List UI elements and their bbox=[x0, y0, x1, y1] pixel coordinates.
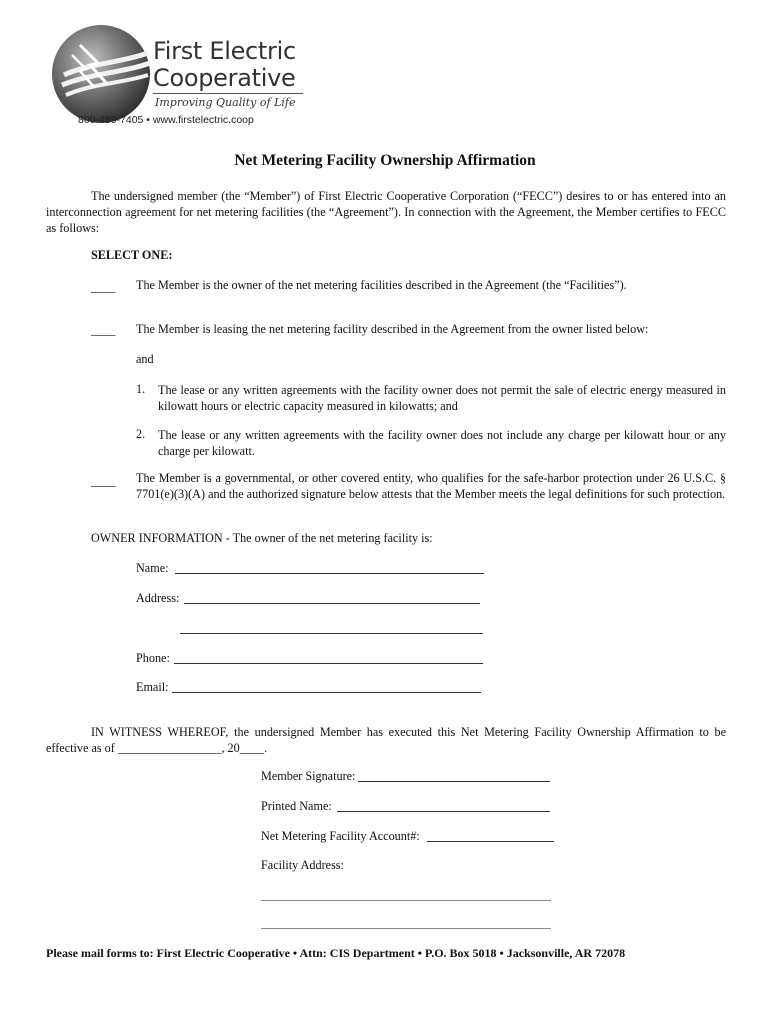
owner-phone-label: Phone: bbox=[136, 651, 170, 665]
comma-20: , 20 bbox=[221, 741, 240, 755]
owner-email-field[interactable] bbox=[172, 692, 481, 693]
option-governmental-text: The Member is a governmental, or other covered entity, who qualifies for the safe-harbor protection under 26 U.S.C. § 7701(e)(3)(A) and the authorized signature below attests that the Member meets the legal definitions for such protection. bbox=[136, 471, 726, 501]
owner-address-field-line2[interactable] bbox=[180, 633, 483, 634]
period: . bbox=[264, 741, 268, 755]
owner-address-label: Address: bbox=[136, 591, 180, 605]
facility-address-field-line2[interactable] bbox=[261, 928, 551, 929]
owner-name-field[interactable] bbox=[175, 573, 484, 574]
owner-name-label: Name: bbox=[136, 561, 169, 575]
facility-address-label: Facility Address: bbox=[261, 858, 344, 872]
owner-address-field[interactable] bbox=[184, 603, 480, 604]
logo-emblem-icon bbox=[50, 23, 152, 125]
owner-info-heading: OWNER INFORMATION - The owner of the net metering facility is: bbox=[91, 531, 433, 545]
owner-phone-field[interactable] bbox=[174, 663, 483, 664]
item1-number: 1. bbox=[136, 382, 146, 396]
member-signature-field[interactable] bbox=[358, 781, 550, 782]
option-leasing-blank[interactable]: ____ bbox=[91, 323, 116, 337]
tagline: Improving Quality of Life bbox=[155, 96, 296, 109]
option-governmental-blank[interactable]: ____ bbox=[91, 474, 116, 488]
item1-text: The lease or any written agreements with the facility owner does not permit the sale of electric energy measured in kilowatt hours or electric capacity measured in kilowatts; and bbox=[158, 383, 726, 413]
and-text: and bbox=[136, 352, 154, 366]
owner-email-label: Email: bbox=[136, 680, 169, 694]
year-field[interactable]: ____ bbox=[239, 741, 265, 755]
company-logo bbox=[50, 23, 152, 125]
account-field[interactable] bbox=[427, 841, 554, 842]
org-name-line1: First Electric bbox=[153, 37, 296, 65]
printed-name-field[interactable] bbox=[337, 811, 550, 812]
select-one-heading: SELECT ONE: bbox=[91, 248, 173, 262]
option-leasing-text: The Member is leasing the net metering facility described in the Agreement from the owner listed below: bbox=[136, 322, 649, 336]
witness-text: IN WITNESS WHEREOF, the undersigned Member has executed this Net Metering Facility Ownership Affirmation to be effective as of bbox=[46, 725, 726, 755]
option-owner-blank[interactable]: ____ bbox=[91, 280, 116, 294]
option-owner-text: The Member is the owner of the net metering facilities described in the Agreement (the “Facilities”). bbox=[136, 278, 627, 292]
witness-paragraph bbox=[46, 724, 726, 756]
member-signature-label: Member Signature: bbox=[261, 769, 356, 783]
logo-divider bbox=[153, 93, 303, 94]
page-title: Net Metering Facility Ownership Affirmation bbox=[234, 152, 536, 169]
item2-number: 2. bbox=[136, 427, 146, 441]
facility-address-field-line1[interactable] bbox=[261, 900, 551, 901]
effective-date-field[interactable]: _________________ bbox=[117, 741, 222, 755]
account-label: Net Metering Facility Account#: bbox=[261, 829, 420, 843]
mailing-instructions: Please mail forms to: First Electric Cooperative • Attn: CIS Department • P.O. Box 5018 • Jacksonville, AR 72078 bbox=[46, 946, 626, 960]
contact-info: 800-489-7405 • www.firstelectric.coop bbox=[78, 114, 254, 126]
item2-text: The lease or any written agreements with the facility owner does not include any charge per kilowatt hour or any charge per kilowatt. bbox=[158, 428, 726, 458]
org-name-line2: Cooperative bbox=[153, 64, 296, 92]
printed-name-label: Printed Name: bbox=[261, 799, 332, 813]
intro-paragraph: The undersigned member (the “Member”) of First Electric Cooperative Corporation (“FECC”) desires to or has entered into an interconnection agreement for net metering facilities (the “Agreement”). In connection with the Agreement, the Member certifies to FECC as follows: bbox=[46, 189, 726, 235]
